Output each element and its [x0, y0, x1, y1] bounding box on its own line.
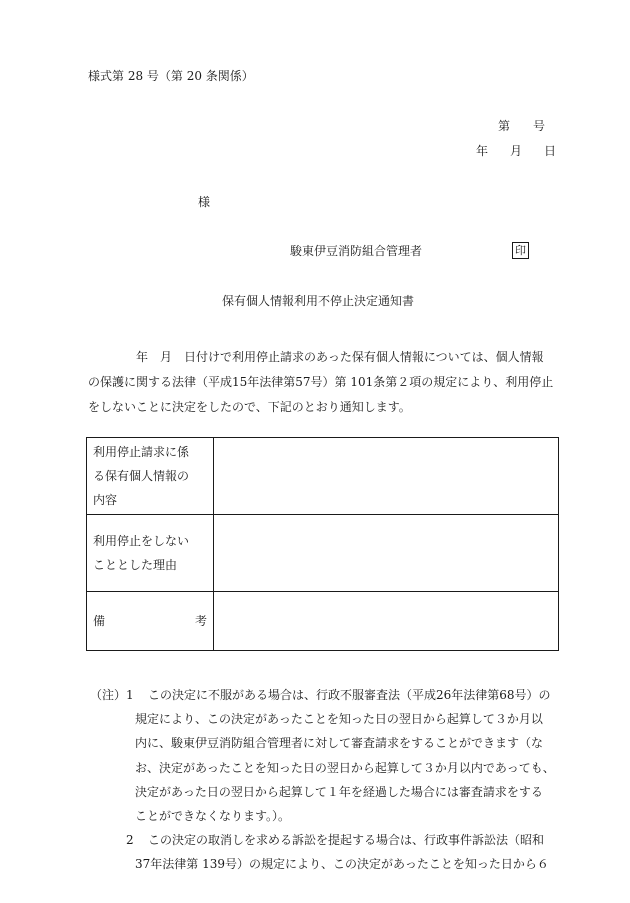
recipient-suffix: 様 [198, 195, 211, 209]
seal-mark: 印 [512, 242, 529, 259]
label-line: 内容 [93, 493, 118, 507]
note-1-number: 1 [126, 688, 134, 702]
label-requested-info [87, 438, 214, 515]
label-line: る保有個人情報の [93, 469, 190, 483]
body-line-1: 年 月 日付けで利用停止請求のあった保有個人情報については、個人情報 [136, 350, 544, 364]
value-requested-info [214, 438, 559, 515]
label-line: こととした理由 [93, 558, 178, 572]
date-label-year: 年 [476, 144, 489, 158]
notes-prefix: （注） [90, 688, 127, 702]
note-2-text: この決定の取消しを求める訴訟を提起する場合は、行政事件訴訟法（昭和 [148, 833, 545, 848]
body-paragraph [88, 345, 568, 420]
value-reason [214, 515, 559, 592]
remarks-char: 備 [93, 614, 106, 628]
date-label-day: 日 [544, 144, 557, 158]
note-1-text: 決定があった日の翌日から起算して１年を経過した場合には審査請求をする [135, 784, 543, 799]
note-2-number: 2 [126, 833, 134, 848]
label-line: 利用停止請求に係 [93, 445, 190, 459]
label-reason [87, 515, 214, 592]
note-1-text: お、決定があったことを知った日の翌日から起算して３か月以内であっても、 [135, 760, 555, 775]
doc-number-label-go: 号 [533, 119, 546, 133]
doc-number-label-dai: 第 [498, 119, 511, 133]
label-line: 利用停止をしない [93, 534, 190, 548]
value-remarks [214, 592, 559, 651]
note-1-text: 規定により、この決定があったことを知った日の翌日から起算して３か月以 [135, 712, 543, 727]
note-1-text: この決定に不服がある場合は、行政不服審査法（平成26年法律第68号）の [148, 688, 551, 702]
remarks-char: 考 [194, 614, 207, 628]
issuer-name: 駿東伊豆消防組合管理者 [290, 244, 423, 258]
note-2-text: 37年法律第 139号）の規定により、この決定があったことを知った日から６ [135, 857, 549, 872]
document-date [476, 145, 556, 157]
document-title: 保有個人情報利用不停止決定通知書 [222, 294, 415, 308]
note-1-text: 内に、駿東伊豆消防組合管理者に対して審査請求をすることができます（な [135, 736, 544, 751]
form-number: 様式第 28 号（第 20 条関係） [88, 69, 254, 83]
body-line-3: をしないことに決定をしたので、下記のとおり通知します。 [88, 400, 411, 414]
document-number [498, 120, 545, 132]
info-table [86, 437, 559, 651]
table-row-remarks [87, 592, 559, 651]
note-1-text: ことができなくなります。）。 [135, 808, 291, 823]
body-line-2: の保護に関する法律（平成15年法律第57号）第 101条第２項の規定により、利用停止 [88, 375, 554, 389]
table-row-content [87, 438, 559, 515]
table-row-reason [87, 515, 559, 592]
date-label-month: 月 [510, 144, 523, 158]
label-remarks [87, 592, 214, 651]
